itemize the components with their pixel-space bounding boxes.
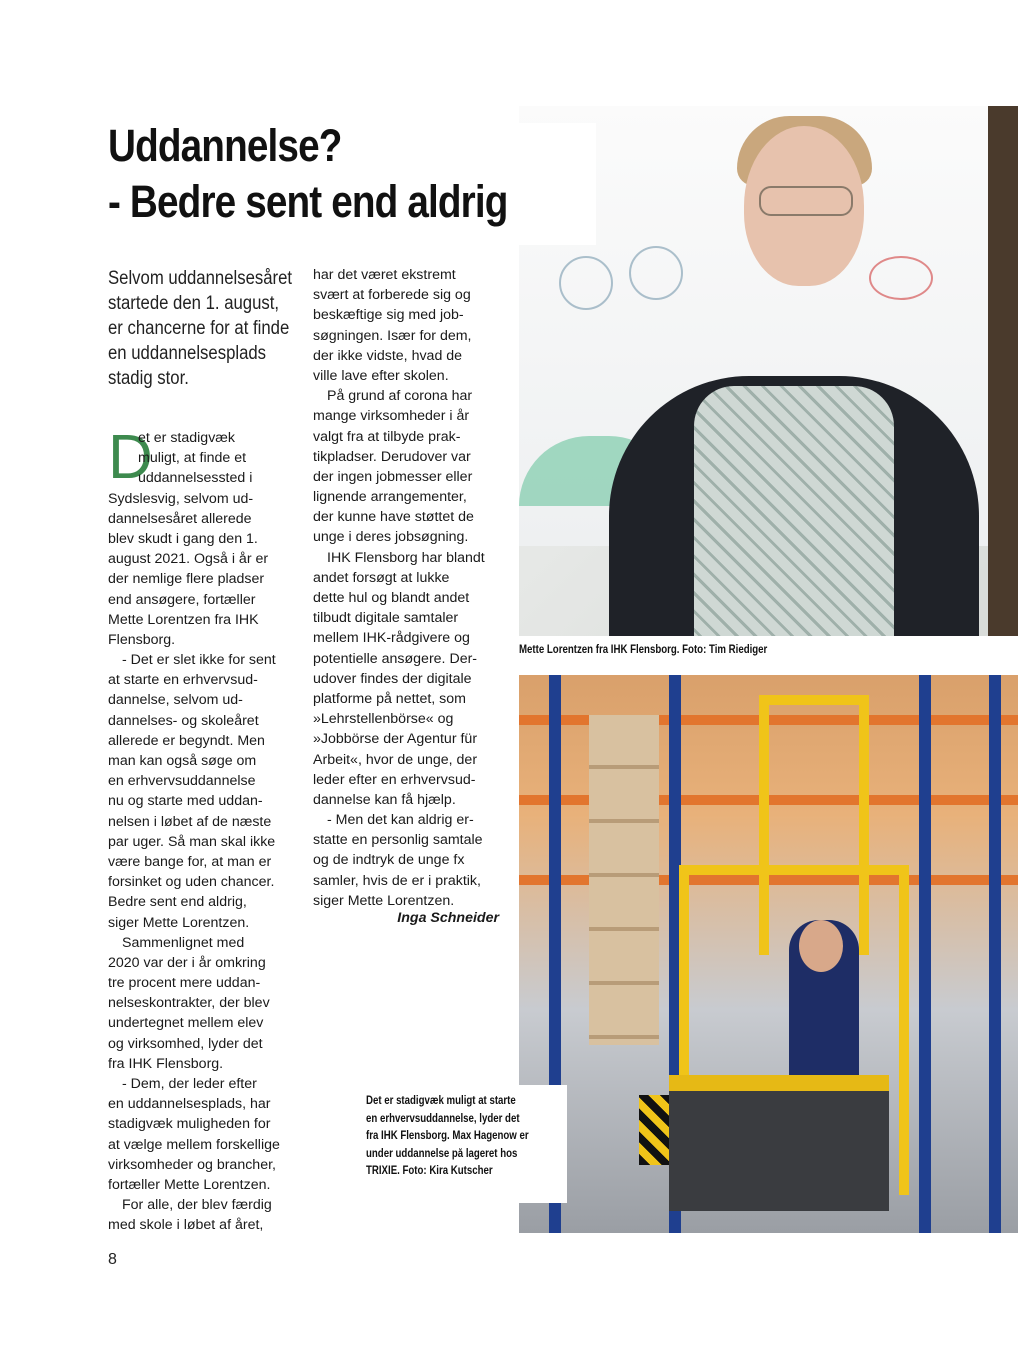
body-line: mange virksomheder i år — [313, 408, 470, 425]
lead-line: stadig stor. — [108, 368, 189, 389]
body-line: - Men det kan aldrig er- — [327, 812, 474, 829]
body-line: der ikke vidste, hvad de — [313, 347, 463, 364]
caption-line: Mette Lorentzen fra IHK Flensborg. Foto: Tim Riediger — [519, 644, 768, 656]
body-line: Arbeit«, hvor de unge, der — [313, 751, 478, 768]
body-line: end ansøgere, fortæller — [108, 591, 256, 608]
body-line: undertegnet mellem elev — [108, 1015, 264, 1032]
body-line: at starte en erhvervsud- — [108, 672, 258, 689]
body-line: at vælge mellem forskellige — [108, 1136, 280, 1153]
page-number: 8 — [108, 1251, 117, 1268]
body-line: nelseskontrakter, der blev — [108, 995, 270, 1012]
body-line: tilbudt digitale samtaler — [313, 610, 459, 627]
body-line: potentielle ansøgere. Der- — [313, 650, 478, 667]
body-line: samler, hvis de er i praktik, — [313, 872, 481, 889]
body-line: »Jobbörse der Agentur für — [313, 731, 478, 748]
drop-cap: D — [108, 423, 153, 492]
body-line: - Dem, der leder efter — [122, 1076, 257, 1092]
body-line: udover findes der digitale — [313, 670, 472, 687]
body-line: nelsen i løbet af de næste — [108, 813, 272, 830]
body-line: par uger. Så man skal ikke — [108, 833, 276, 850]
body-line: forsinket og uden chancer. — [108, 874, 275, 891]
lead-line: er chancerne for at finde — [108, 318, 290, 339]
body-line: Bedre sent end aldrig, — [108, 894, 247, 911]
caption-line: fra IHK Flensborg. Max Hagenow er — [366, 1130, 529, 1142]
body-line: og virksomhed, lyder det — [108, 1035, 263, 1052]
body-line: allerede er begyndt. Men — [108, 732, 265, 749]
body-line: dannelse, selvom ud- — [108, 692, 243, 709]
body-line: valgt fra at tilbyde prak- — [313, 428, 461, 445]
body-line: - Det er slet ikke for sent — [122, 652, 276, 669]
body-line: »Lehrstellenbörse« og — [313, 711, 454, 728]
body-line: tre procent mere uddan- — [108, 975, 261, 992]
body-line: lignende arrangementer, — [313, 489, 467, 506]
body-line: På grund af corona har — [327, 388, 473, 405]
body-line: For alle, der blev færdig — [122, 1197, 272, 1214]
body-line: der nemlige flere pladser — [108, 571, 265, 588]
caption-line: TRIXIE. Foto: Kira Kutscher — [366, 1165, 493, 1177]
body-line: dannelses- og skoleåret — [108, 712, 259, 729]
body-line: med skole i løbet af året, — [108, 1217, 264, 1234]
body-line: dannelse kan få hjælp. — [313, 791, 456, 808]
lead-line: en uddannelsesplads — [108, 343, 267, 364]
body-line: IHK Flensborg har blandt — [327, 549, 485, 566]
headline — [108, 118, 508, 230]
author-byline: Inga Schneider — [397, 910, 499, 926]
body-line: har det været ekstremt — [313, 267, 456, 283]
lead-line: Selvom uddannelsesåret — [108, 268, 293, 289]
body-line: leder efter en erhvervsud- — [313, 771, 476, 788]
body-line: Flensborg. — [108, 631, 176, 648]
body-line: blev skudt i gang den 1. — [108, 530, 258, 547]
body-line: 2020 var der i år omkring — [108, 954, 266, 971]
body-line: mellem IHK-rådgivere og — [313, 630, 470, 647]
lead-line: startede den 1. august, — [108, 293, 280, 314]
body-line: man kan også søge om — [108, 753, 257, 769]
body-line: platforme på nettet, som — [313, 690, 466, 707]
headline-overlay — [519, 123, 596, 245]
body-column-1 — [108, 423, 298, 1236]
body-line: Sammenlignet med — [122, 934, 245, 951]
body-line: unge i deres jobsøgning. — [313, 529, 469, 546]
body-line: et er stadigvæk — [138, 430, 235, 446]
body-line: tikpladser. Derudover var — [313, 448, 471, 465]
caption-line: Det er stadigvæk muligt at starte — [366, 1095, 516, 1107]
body-line: dannelsesåret allerede — [108, 510, 252, 527]
body-line: og de indtryk de unge fx — [313, 852, 465, 869]
headline-line-2: - Bedre sent end aldrig — [108, 176, 508, 227]
forklift-photo — [519, 675, 1018, 1233]
photo-caption-1 — [519, 642, 815, 660]
body-line: fra IHK Flensborg. — [108, 1055, 224, 1072]
lead-paragraph — [108, 266, 318, 391]
headline-line-1: Uddannelse? — [108, 120, 342, 171]
body-line: andet forsøgt at lukke — [313, 569, 450, 586]
body-line: uddannelsessted i — [138, 470, 253, 487]
caption-line: en erhvervsuddannelse, lyder det — [366, 1112, 520, 1125]
body-line: der kunne have støttet de — [313, 509, 474, 526]
body-line: Sydslesvig, selvom ud- — [108, 490, 254, 507]
body-line: være bange for, at man er — [108, 853, 272, 870]
body-line: dette hul og blandt andet — [313, 590, 470, 606]
body-line: fortæller Mette Lorentzen. — [108, 1176, 271, 1193]
body-line: statte en personlig samtale — [313, 832, 483, 849]
body-line: en uddannelsesplads, har — [108, 1096, 271, 1113]
body-line: virksomheder og brancher, — [108, 1156, 276, 1173]
photo-caption-2 — [366, 1093, 560, 1181]
body-line: beskæftige sig med job- — [313, 307, 464, 324]
body-line: der ingen jobmesser eller — [313, 468, 473, 485]
body-line: søgningen. Især for dem, — [313, 327, 472, 344]
body-line: august 2021. Også i år er — [108, 551, 269, 568]
body-line: siger Mette Lorentzen. — [108, 914, 250, 931]
body-column-2 — [313, 265, 503, 911]
body-line: en erhvervsuddannelse — [108, 773, 256, 790]
body-line: siger Mette Lorentzen. — [313, 892, 455, 909]
body-line: ville lave efter skolen. — [313, 367, 449, 384]
body-line: svært at forberede sig og — [313, 287, 471, 304]
body-line: nu og starte med uddan- — [108, 793, 263, 810]
body-line: muligt, at finde et — [138, 450, 247, 467]
body-line: Mette Lorentzen fra IHK — [108, 611, 259, 628]
body-line: stadigvæk muligheden for — [108, 1116, 271, 1133]
caption-line: under uddannelse på lageret hos — [366, 1147, 518, 1160]
